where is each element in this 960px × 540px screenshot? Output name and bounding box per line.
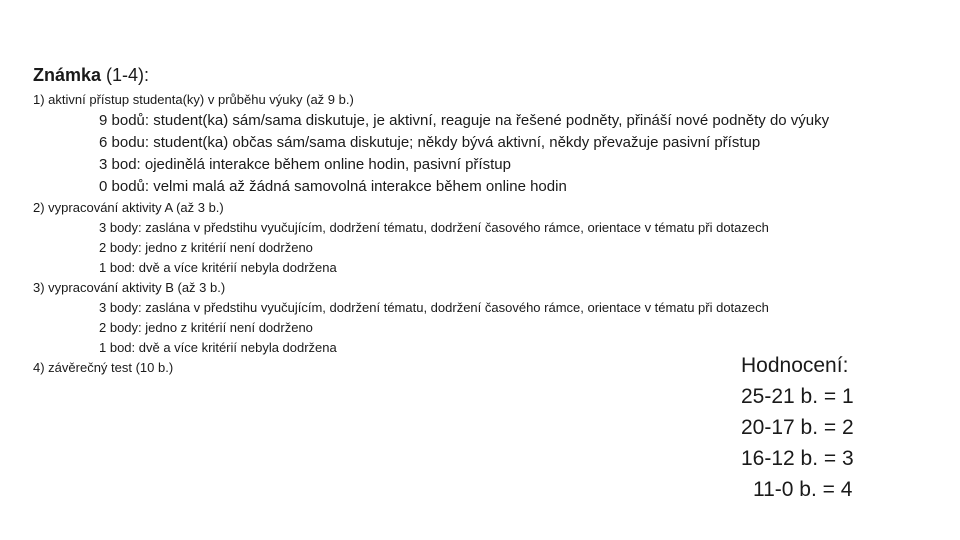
section-2-item: 3 body: zaslána v předstihu vyučujícím, dodržení tématu, dodržení časového rámce, orientace v tématu při dotazech [99, 220, 769, 235]
section-1-item: 3 bod: ojedinělá interakce během online hodin, pasivní přístup [99, 156, 511, 173]
section-1-item: 6 bodu: student(ka) občas sám/sama diskutuje; někdy bývá aktivní, někdy převažuje pasivní přístup [99, 134, 761, 151]
section-3-item: 1 bod: dvě a více kritérií nebyla dodržena [99, 340, 337, 355]
grade-title-range: (1-4): [101, 65, 150, 85]
grade-title-bold: Známka [33, 65, 102, 85]
section-1-heading: 1) aktivní přístup studenta(ky) v průběhu výuky (až 9 b.) [33, 92, 354, 107]
section-3-item: 3 body: zaslána v předstihu vyučujícím, dodržení tématu, dodržení časového rámce, orientace v tématu při dotazech [99, 300, 769, 315]
grading-scale-row: 11-0 b. = 4 [753, 478, 853, 501]
section-1-item: 0 bodů: velmi malá až žádná samovolná interakce během online hodin [99, 178, 567, 195]
grading-scale-row: 16-12 b. = 3 [741, 447, 854, 470]
grading-scale-row: 25-21 b. = 1 [741, 385, 854, 408]
section-2-item: 1 bod: dvě a více kritérií nebyla dodržena [99, 260, 337, 275]
grading-scale-heading: Hodnocení: [741, 354, 849, 377]
section-4-heading: 4) závěrečný test (10 b.) [33, 360, 174, 375]
section-3-heading: 3) vypracování aktivity B (až 3 b.) [33, 280, 226, 295]
section-1-item: 9 bodů: student(ka) sám/sama diskutuje, je aktivní, reaguje na řešené podněty, přináší nové podněty do výuky [99, 112, 830, 129]
document-body [33, 62, 933, 378]
section-2-item: 2 body: jedno z kritérií není dodrženo [99, 240, 313, 255]
grading-scale-row: 20-17 b. = 2 [741, 416, 854, 439]
grading-scale [741, 350, 854, 505]
section-2-heading: 2) vypracování aktivity A (až 3 b.) [33, 200, 224, 215]
grade-title [33, 62, 933, 88]
section-3-item: 2 body: jedno z kritérií není dodrženo [99, 320, 313, 335]
